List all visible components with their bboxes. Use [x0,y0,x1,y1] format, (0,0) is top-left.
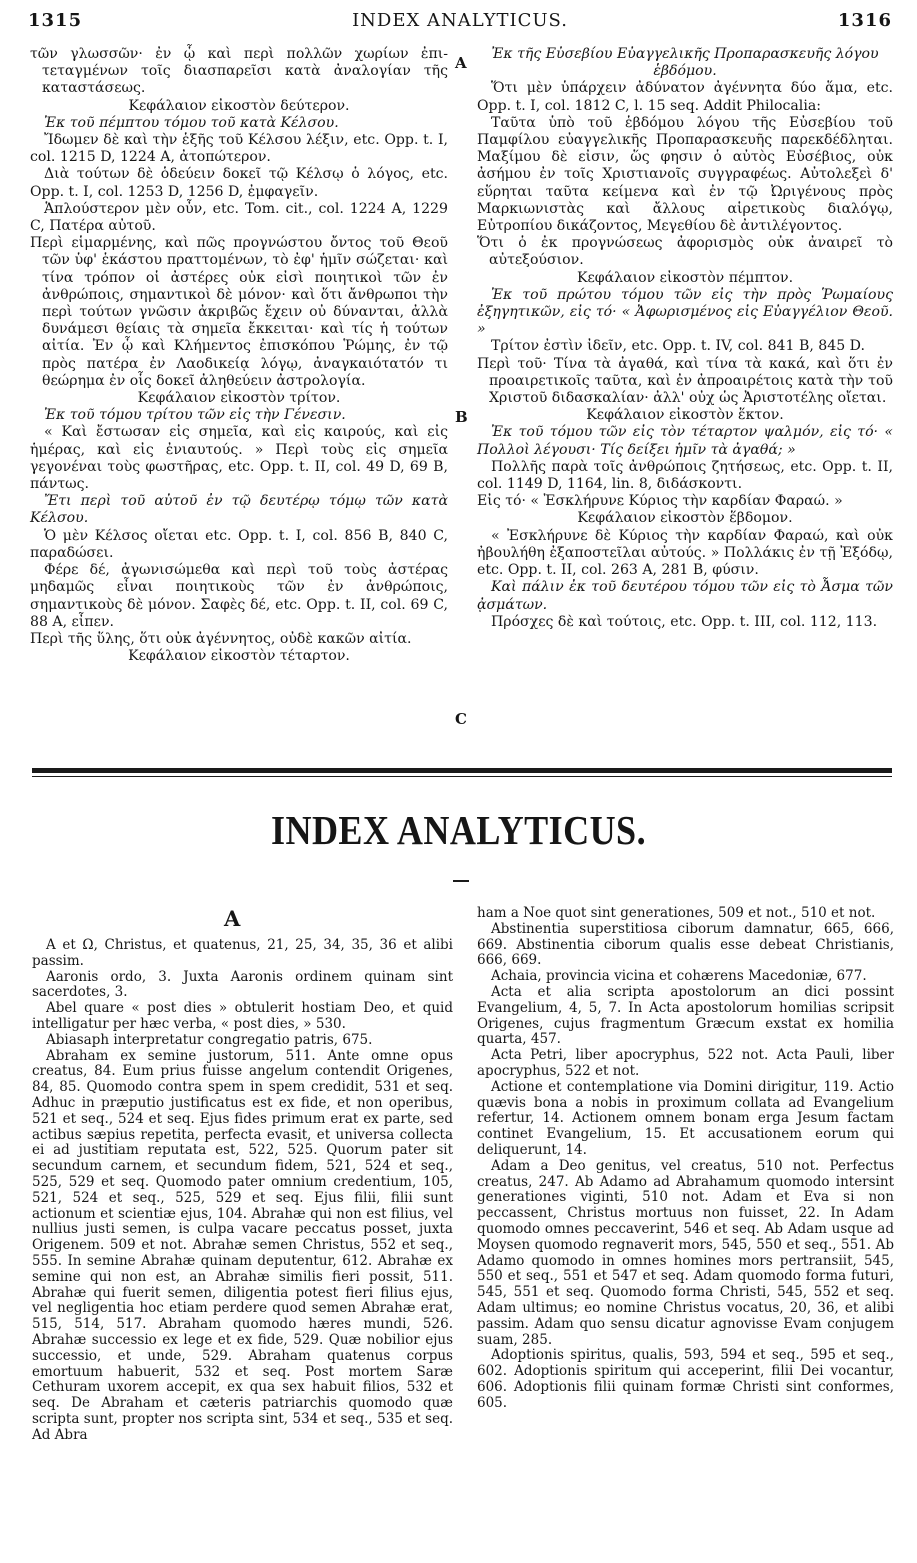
index-entry: Abiasaph interpretatur congregatio patris, 675. [46,1031,373,1048]
greek-paragraph: Περὶ τῆς ὕλης, ὅτι οὐκ ἀγέννητος, οὐδὲ κακῶν αἰτία. [30,630,412,647]
section-heading: Ἐκ τῆς Εὐσεβίου Εὐαγγελικῆς Προπαρασκευῆς λόγου ἑβδόμου. [491,46,879,80]
margin-letter-a: A [455,54,467,72]
section-heading: Κεφάλαιον εἰκοστὸν πέμπτον. [576,269,794,286]
greek-paragraph: Φέρε δέ, ἀγωνισώμεθα καὶ περὶ τοῦ τοὺς ἀστέρας μηδαμῶς εἶναι ποιητικοὺς τῶν ἐν ἀνθρώποις, σημαντικοὺς δὲ μόνον. Σαφὲς δέ, etc. Opp. t. II, col. 69 C, 88 A, εἶπεν. [30,562,448,630]
index-entry: Abel quare « post dies » obtulerit hostiam Deo, et quid intelligatur per hæc verba, « post dies, » 530. [32,1000,453,1032]
left-page-number: 1315 [28,10,83,31]
index-entry: Acta Petri, liber apocryphus, 522 not. Acta Pauli, liber apocryphus, 522 et not. [477,1047,894,1079]
greek-paragraph: Ἔτι περὶ τοῦ αὐτοῦ ἐν τῷ δευτέρῳ τόμῳ τῶν κατὰ Κέλσου. [30,493,448,527]
index-entry: Abraham ex semine justorum, 511. Ante omne opus creatus, 84. Eum prius fuisse angelum contendit Origenes, 84, 85. Quomodo contra spem in spem credidit, 531 et seq. Adhuc in præputio justificatus est ex fide, et non operibus, 521 et seq., 524 et seq. Ejus fides primum erat ex parte, sed actibus sæpius repetita, perfecta evasit, et universa collecta ei ad justitiam reputata est, 522, 525. Quorum pater sit secundum carnem, et secundum fidem, 521, 524 et seq., 525, 529 et seq. Quomodo pater omnium credentium, 105, 521, 524 et seq., 525, 529 et seq. Ejus filii, filii sunt actionum et scientiæ ejus, 104. Abrahæ qui non est filius, vel nullius justi semen, is culpa vacare peccatus posset, juxta Origenem. 509 et not. Abrahæ semen Christus, 552 et seq., 555. In semine Abrahæ quinam deputentur, 612. Abrahæ ex semine qui non est, an Abrahæ similis fieri possit, 511. Abrahæ qui fuerit semen, diligentia potest fieri filius ejus, vel negligentia hoc etiam perdere quod semen Abrahæ erat, 515, 514, 517. Abraham quomodo hæres mundi, 526. Abrahæ successio ex lege et ex fide, 529. Quæ nobilior ejus successio, et unde, 529. Abraham quatenus corpus emortuum habuerit, 532 et seq. Post mortem Saræ Cethuram uxorem accepit, ex qua sex habuit filios, 532 et seq. De Abraham et cæteris patriarchis quomodo quæ scripta sunt, propter nos scripta sint, 534 et seq., 535 et seq. Ad Abra [32,1047,453,1443]
index-entry: Adam a Deo genitus, vel creatus, 510 not. Perfectus creatus, 247. Ab Adamo ad Abrahamum quomodo intersint generationes viginti, 510 not. Adam et Eva si non peccassent, Christus mortuus non fuisset, 22. In Adam quomodo omnes peccaverint, 546 et seq. Ab Adam usque ad Moysen quomodo regnaverit mors, 545, 550 et seq., 551. Ab Adamo quomodo in omnes homines mors pertransiit, 545, 550 et seq., 551 et 547 et seq. Adam quomodo forma futuri, 545, 551 et seq. Quomodo forma Christi, 545, 552 et seq. Adam ultimus; eo nomine Christus vocatus, 20, 36, et alibi passim. Adam quo sensu dicatur agnovisse Evam conjugem suam, 285. [477,1157,894,1348]
greek-paragraph: Ἴδωμεν δὲ καὶ τὴν ἑξῆς τοῦ Κέλσου λέξιν, etc. Opp. t. I, col. 1215 D, 1224 A, ἀτοπώτερον. [30,132,448,166]
index-entry: Acta et alia scripta apostolorum an dici possint Evangelium, 4, 5, 7. In Acta apostolorum homilias scripsit Origenes, cujus fragmentum Græcum exstat ex homilia quarta, 457. [477,983,894,1048]
section-heading: Κεφάλαιον εἰκοστὸν τρίτον. [137,390,341,407]
greek-paragraph: Ὁ μὲν Κέλσος οἴεται etc. Opp. t. I, col. 856 B, 840 C, παραδώσει. [30,527,448,561]
section-heading: Κεφάλαιον εἰκοστὸν ἕβδομον. [577,510,793,527]
greek-paragraph: Πρόσχες δὲ καὶ τούτοις, etc. Opp. t. III, col. 112, 113. [491,613,878,630]
greek-paragraph: Ὅτι μὲν ὑπάρχειν ἀδύνατον ἀγέννητα δύο ἅμα, etc. Opp. t. I, col. 1812 C, l. 15 seq. Addit Philocalia: [477,80,893,114]
index-entry: Actione et contemplatione via Domini dirigitur, 119. Actio quævis bona a nobis in proximum collata ad Evangelium refertur, 14. Actionem omnem bonam erga Jesum factam continet Evangelium, 15. Et accusationem eorum qui deliquerunt, 14. [477,1078,894,1158]
section-letter: A [224,906,241,931]
greek-paragraph: Ἐκ τοῦ τόμου τρίτου τῶν εἰς τὴν Γένεσιν. [44,407,346,424]
greek-paragraph: Ἐκ τοῦ τόμου τῶν εἰς τὸν τέταρτον ψαλμόν, εἰς τό· « Πολλοὶ λέγουσι· Τίς δείξει ἡμῖν τὰ ἀγαθά; » [477,424,893,458]
greek-paragraph: Πολλῆς παρὰ τοῖς ἀνθρώποις ζητήσεως, etc. Opp. t. II, col. 1149 D, 1164, lin. 8, διδάσκοντι. [477,458,893,493]
greek-paragraph: Ὅτι ὁ ἐκ προγνώσεως ἀφορισμὸς οὐκ ἀναιρεῖ τὸ αὐτεξούσιον. [477,235,893,269]
index-column-right [477,906,894,1412]
index-entry: Aaronis ordo, 3. Juxta Aaronis ordinem quinam sint sacerdotes, 3. [32,968,453,1001]
greek-paragraph: Ἐκ τοῦ πρώτου τόμου τῶν εἰς τὴν πρὸς Ῥωμαίους ἐξηγητικῶν, εἰς τό· « Ἀφωρισμένος εἰς Εὐαγγέλιον Θεοῦ. » [477,286,893,338]
greek-paragraph: Διὰ τούτων δὲ ὁδεύειν δοκεῖ τῷ Κέλσῳ ὁ λόγος, etc. Opp. t. I, col. 1253 D, 1256 D, ἐμφαγεῖν. [30,166,448,200]
greek-paragraph: Τρίτον ἐστὶν ἰδεῖν, etc. Opp. t. IV, col. 841 B, 845 D. [491,338,865,355]
index-column-left [32,938,453,1444]
greek-paragraph: Περὶ τοῦ· Τίνα τὰ ἀγαθά, καὶ τίνα τὰ κακά, καὶ ὅτι ἐν προαιρετικοῖς ταῦτα, καὶ ἐν ἀπροαιρέτοις κατὰ τὴν τοῦ Χριστοῦ διδασκαλίαν· ἀλλ' οὐχ ὡς Ἀριστοτέλης οἴεται. [477,355,893,407]
thick-rule [32,768,892,773]
greek-column-left [30,46,448,665]
greek-paragraph: Καὶ πάλιν ἐκ τοῦ δευτέρου τόμου τῶν εἰς τὸ Ἆσμα τῶν ᾀσμάτων. [477,579,893,613]
title-dash [453,880,469,882]
greek-paragraph: Ἐκ τοῦ πέμπτου τόμου τοῦ κατὰ Κέλσου. [44,114,339,131]
margin-letter-b: B [455,408,468,426]
greek-paragraph: Ἁπλούστερον μὲν οὖν, etc. Tom. cit., col. 1224 A, 1229 C, Πατέρα αὐτοῦ. [30,200,448,235]
section-heading: Κεφάλαιον εἰκοστὸν τέταρτον. [128,648,350,665]
section-heading: Κεφάλαιον εἰκοστὸν ἕκτον. [586,407,784,424]
index-entry: Abstinentia superstitiosa ciborum damnatur, 665, 666, 669. Abstinentia ciborum qualis esse debeat Christianis, 666, 669. [477,920,894,969]
greek-paragraph: τῶν γλωσσῶν· ἐν ᾧ καὶ περὶ πολλῶν χωρίων ἐπι-τεταγμένων τοῖς διασπαρεῖσι κατὰ ἀναλογίαν τῆς καταστάσεως. [30,46,448,97]
index-entry: ham a Noe quot sint generationes, 509 et not., 510 et not. [477,905,876,921]
margin-letter-c: C [455,710,467,728]
greek-paragraph: « Καὶ ἔστωσαν εἰς σημεῖα, καὶ εἰς καιρούς, καὶ εἰς ἡμέρας, καὶ εἰς ἐνιαυτούς. » Περὶ τοὺς εἰς σημεῖα γεγονέναι τοὺς φωστῆρας, etc. Opp. t. II, col. 49 D, 69 B, πάντως. [30,424,448,493]
running-head [28,10,892,40]
greek-paragraph: Εἰς τό· « Ἐσκλήρυνε Κύριος τὴν καρδίαν Φαραώ. » [477,493,843,510]
index-entry: Achaia, provincia vicina et cohærens Macedoniæ, 677. [491,968,867,985]
index-title: INDEX ANALYTICUS. [270,807,647,853]
greek-column-right [477,46,893,631]
right-page-number: 1316 [837,10,892,31]
thin-rule [32,776,892,777]
greek-paragraph: Περὶ εἱμαρμένης, καὶ πῶς προγνώστου ὄντος τοῦ Θεοῦ τῶν ὑφ' ἑκάστου πραττομένων, τὸ ἐφ' ἡμῖν σώζεται· καὶ τίνα τρόπον οἱ ἀστέρες οὐκ εἰσὶ ποιητικοὶ τῶν ἐν ἀνθρώποις, σημαντικοὶ δὲ μόνον· καὶ ὅτι ἄνθρωποι τὴν περὶ τούτων γνῶσιν ἀκριβῶς ἔχειν οὐ δύνανται, ἀλλὰ δυνάμεσι θείαις τὰ σημεῖα ἔκκειται· καὶ τίς ἡ τούτων αἰτία. Ἐν ᾧ καὶ Κλήμεντος ἐπισκόπου Ῥώμης, ἐν τῷ πρὸς πατέρα ἐν Λαοδικείᾳ λόγῳ, ἀναγκαιότατόν τι θεώρημα ἐν οἷς δοκεῖ ἀληθεύειν ἀστρολογία. [30,235,448,389]
greek-paragraph: Ταῦτα ὑπὸ τοῦ ἑβδόμου λόγου τῆς Εὐσεβίου τοῦ Παμφίλου εὐαγγελικῆς Προπαρασκευῆς παρεκδέδληται. Μαξίμου δὲ εἰσιν, ὥς φησιν ὁ αὐτὸς Εὐσέβιος, οὐκ ἀσήμου ἐν τοῖς Χριστιανοῖς συγγραφέως. Αὐτολεξεὶ δ' εὕρηται ταῦτα κείμενα καὶ ἐν τῷ Ὠριγένους πρὸς Μαρκιωνιστὰς καὶ ἄλλους αἱρετικοὺς διαλόγῳ, Εὐτροπίου δικάζοντος, Μεγεθίου δὲ ἀντιλέγοντος. [477,114,893,235]
greek-paragraph: « Ἐσκλήρυνε δὲ Κύριος τὴν καρδίαν Φαραώ, καὶ οὐκ ἠβουλήθη ἐξαποστεῖλαι αὐτούς. » Πολλάκις ἐν τῇ Ἐξόδῳ, etc. Opp. t. II, col. 263 A, 281 B, φύσιν. [477,527,893,579]
index-entry: A et Ω, Christus, et quatenus, 21, 25, 34, 35, 36 et alibi passim. [32,937,453,969]
section-heading: Κεφάλαιον εἰκοστὸν δεύτερον. [128,97,350,114]
running-title: INDEX ANALYTICUS. [352,10,568,31]
index-entry: Adoptionis spiritus, qualis, 593, 594 et seq., 595 et seq., 602. Adoptionis spiritum qui acceperint, filii Dei vocantur, 606. Adoptionis filii quinam formæ Christi sint conformes, 605. [477,1347,894,1411]
